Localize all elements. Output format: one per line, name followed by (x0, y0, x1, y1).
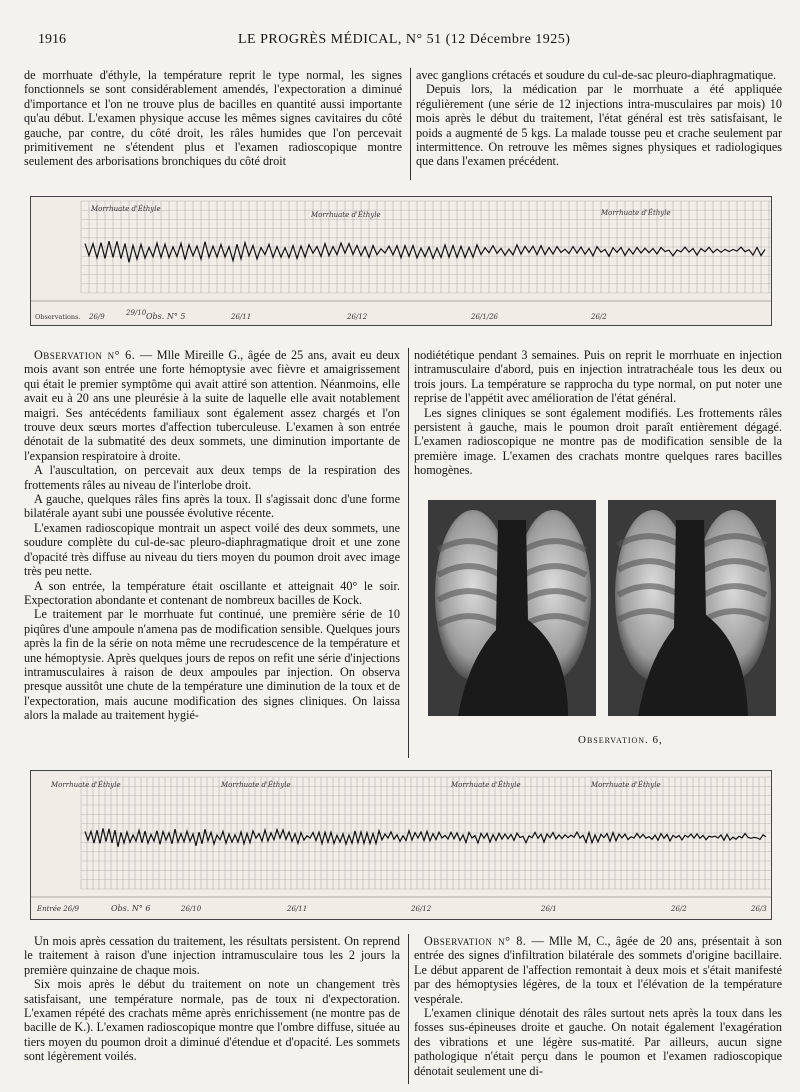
top-left-paragraph: de morrhuate d'éthyle, la température reprit le type normal, les signes fonctionnels se sont considérablement amendés, l'expectoration a diminué d'importance et l'on ne trouve plus de bacilles en quantité aussi importante qu'au début. L'examen physique accuse les mêmes signes cavitaires du côté gauche, par contre, du côté droit, les râles humides que l'on percevait primitivement ne s'étendent plus et l'examen radioscopique montre seulement des arborisations bronchiques du côté droit (24, 68, 402, 169)
column-divider (408, 934, 409, 1084)
observation-text: — Mlle Mireille G., âgée de 25 ans, avait eu deux mois avant son entrée une forte hémoptysie avec fièvre et amaigrissement qui était le premier symptôme qui avait attiré son attention. Néanmoins, elle avait eu à 20 ans une pleurésie à la suite de laquelle elle avait notablement maigri. Ses antécédents familiaux sont également assez chargés et l'on trouve deux sœurs mortes d'affection tuberculeuse. L'examen à son entrée dénotait de la submatité des deux sommets, une diminution importante de l'expansion respiratoire à droite. (24, 348, 400, 463)
column-divider (410, 68, 411, 180)
chart-row-label: Observations. (35, 313, 81, 321)
paragraph: Un mois après cessation du traitement, les résultats persistent. On reprend le traitement à raison d'une injection intramusculaire tous les 2 jours la première quinzaine de chaque mois. (24, 934, 400, 977)
bottom-right-column (414, 934, 782, 1078)
chart-obs-label: Obs. N° 6 (111, 904, 151, 913)
temperature-chart-svg (31, 771, 771, 919)
chart-date: 26/1/26 (471, 313, 498, 321)
chart-date: 26/12 (347, 313, 368, 321)
xray-svg (608, 500, 776, 716)
page-number: 1916 (38, 32, 66, 47)
chart-annotation: Morrhuate d'Éthyle (451, 781, 521, 789)
chart-date: 26/2 (591, 313, 607, 321)
paragraph: Le traitement par le morrhuate fut continué, une première série de 10 piqûres d'une ampoule n'amena pas de modification sensible. Quelques jours après la fin de la série on nota même une recrudescence de la température et une hémoptysie. Après quelques jours de repos on refit une série d'injections intramusculaires à raison de deux ampoules par injection. On observa presque aussitôt une chute de la température une diminution de la toux et de l'expectoration, mais aucune modification des signes cliniques. On laissa alors la malade au traitement hygié- (24, 607, 400, 723)
chart-annotation: Morrhuate d'Éthyle (591, 781, 661, 789)
top-right-column (416, 68, 782, 169)
temperature-curve (85, 828, 766, 846)
xray-image-after (608, 500, 776, 716)
running-title: LE PROGRÈS MÉDICAL, N° 51 (12 Décembre 1925) (238, 32, 571, 47)
bottom-left-column (24, 934, 400, 1064)
temperature-chart-obs6 (30, 770, 772, 920)
chart-date: Entrée 26/9 (37, 905, 80, 913)
chart-date: 29/10 (126, 309, 147, 317)
middle-left-column (24, 348, 400, 723)
paragraph: A l'auscultation, on percevait aux deux temps de la respiration des frottements râles au niveau de l'interlobe droit. (24, 463, 400, 492)
chart-date: 26/11 (287, 905, 308, 913)
column-divider (408, 348, 409, 758)
top-left-column (24, 68, 402, 169)
chart-date: 26/12 (411, 905, 432, 913)
top-right-paragraph-2: Depuis lors, la médication par le morrhuate a été appliquée régulièrement (une série de 12 injections intra-musculaires par mois) 10 mois après le début du traitement, l'état général est très satisfaisant, le poids a augmenté de 5 kgs. La malade tousse peu et crache seulement par intermittence. On retrouve les mêmes signes physiques et radiologiques que dans l'examen précédent. (416, 82, 782, 169)
xray-svg (428, 500, 596, 716)
temperature-chart-obs5 (30, 196, 772, 326)
paragraph: A son entrée, la température était oscillante et atteignait 40° le soir. Expectoration abondante et contenant de nombreux bacilles de Kock. (24, 578, 400, 607)
chart-obs-label: Obs. N° 5 (146, 312, 186, 321)
page-header (38, 32, 786, 52)
chart-date: 26/10 (181, 905, 202, 913)
paragraph: L'examen clinique dénotait des râles surtout nets après la toux dans les fosses sus-épineuses droite et gauche. On notait également l'exagération des vibrations et une légère sus-matité. Par ailleurs, aucun signe pathologique n'était perçu dans le poumon et l'examen radioscopique dénotait seulement une di- (414, 1006, 782, 1078)
observation-heading: Observation n° 8. (424, 934, 527, 948)
top-right-paragraph-1: avec ganglions crétacés et soudure du cul-de-sac pleuro-diaphragmatique. (416, 68, 777, 82)
chart-annotation: Morrhuate d'Éthyle (51, 781, 121, 789)
observation-text: — Mlle M, C., âgée de 20 ans, présentait à son entrée des signes d'infiltration bilatérale des sommets d'origine bacillaire. Le début apparent de l'affection remontait à deux mois et s'était manifesté par des hémoptysies légères, de la toux et l'élévation de la température vespérale. (414, 934, 782, 1006)
chart-date: 26/9 (89, 313, 105, 321)
paragraph: A gauche, quelques râles fins après la toux. Il s'agissait donc d'une forme bilatérale ayant subi une poussée évolutive récente. (24, 492, 400, 521)
paragraph: Les signes cliniques se sont également modifiés. Les frottements râles persistent à gauche, mais le poumon droit paraît entièrement dégagé. L'examen radioscopique ne montre pas de modification sensible de la première image. L'examen des crachats montre quelques rares bacilles homogènes. (414, 405, 782, 478)
middle-right-column (414, 348, 782, 478)
chart-annotation: Morrhuate d'Éthyle (221, 781, 291, 789)
paragraph: nodiététique pendant 3 semaines. Puis on reprit le morrhuate en injection intramusculaire d'abord, puis en injection intratrachéale tous les deux ou trois jours. La température se rapprocha du type normal, on put noter une reprise de l'appétit avec amélioration de l'état général. (414, 348, 782, 406)
paragraph: L'examen radioscopique montrait un aspect voilé des deux sommets, une soudure complète du cul-de-sac pleuro-diaphragmatique droit et une zone d'opacité très diffuse au niveau du tiers moyen du poumon droit avec image très peu nette. (24, 520, 400, 579)
chart-date: 26/1 (541, 905, 557, 913)
chart-annotation: Morrhuate d'Éthyle (91, 205, 161, 213)
chart-annotation: Morrhuate d'Éthyle (311, 211, 381, 219)
paragraph: Six mois après le début du traitement on note un changement très satisfaisant, une température normale, pas de toux ni d'expectoration. L'examen répété des crachats même après enrichissement (ne montre pas de bacille de K.). L'examen radioscopique montre que l'ombre diffuse, située au tiers moyen du poumon droit a diminué d'étendue et d'opacité. Les sommets sont légèrement voilés. (24, 977, 400, 1064)
temperature-chart-svg (31, 197, 771, 325)
observation-heading: Observation n° 6. (34, 348, 136, 362)
chart-annotation: Morrhuate d'Éthyle (601, 209, 671, 217)
chart-date: 26/2 (671, 905, 687, 913)
chart-date: 26/11 (231, 313, 252, 321)
figure-caption: Observation. 6, (578, 734, 663, 746)
xray-image-before (428, 500, 596, 716)
chart-date: 26/3 (751, 905, 767, 913)
